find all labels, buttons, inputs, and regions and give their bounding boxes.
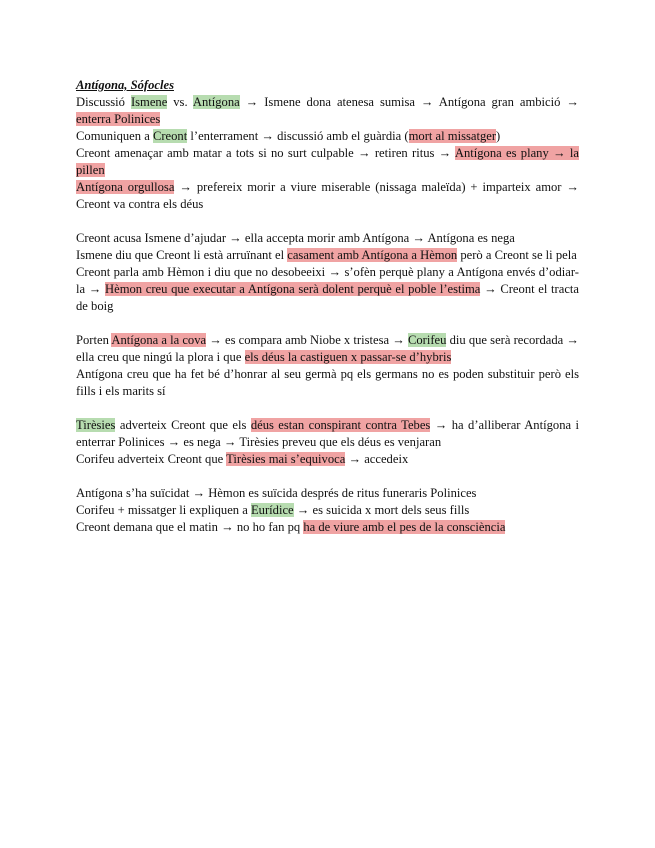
text-segment: ) [496, 129, 501, 143]
text-segment: Corifeu adverteix Creont que [76, 452, 227, 466]
text-segment: Creont acusa Ismene d’ajudar → ella accepta morir amb Antígona → Antígona es nega [76, 231, 515, 245]
text-segment: → es compara amb Niobe x tristesa → [206, 333, 408, 347]
highlight-red: casament amb Antígona a Hèmon [287, 248, 458, 262]
highlight-green: Eurídice [250, 503, 294, 517]
note-line [76, 264, 579, 315]
paragraph-gap [76, 468, 579, 485]
note-line [76, 179, 579, 213]
document-title [76, 77, 579, 94]
text-segment: Antígona s’ha suïcidat → Hèmon es suïcida després de ritus funeraris Polinices [76, 486, 477, 500]
note-line [76, 230, 579, 247]
highlight-red: Antígona a la cova [111, 333, 207, 347]
highlight-red: Hèmon creu que executar a Antígona serà dolent perquè el poble l’estima [105, 282, 481, 296]
highlight-red: Tirèsies mai s’equivoca [226, 452, 346, 466]
text-segment: Creont parla amb Hèmon i diu que no desobeeixi → s’ofèn perquè plany a Antígona envés d’odiar-la → [76, 265, 579, 296]
highlight-green: Corifeu [407, 333, 447, 347]
note-line [76, 451, 579, 468]
text-segment: Creont amenaçar amb matar a tots si no surt culpable → retiren ritus → [76, 146, 455, 160]
text-segment: Creont demana que el matin → no ho fan pq [76, 520, 304, 534]
text-segment: diu que serà recordada → ella creu que ningú la plora i que [76, 333, 579, 364]
note-line [76, 247, 579, 264]
text-segment: Discussió [76, 95, 131, 109]
notes-content [76, 94, 579, 536]
note-line [76, 94, 579, 128]
highlight-red: Antígona es plany → la pillen [76, 146, 579, 177]
text-segment: → es suicida x mort dels seus fills [293, 503, 470, 517]
text-segment: adverteix Creont que els [115, 418, 251, 432]
paragraph-gap [76, 400, 579, 417]
note-line [76, 332, 579, 366]
paragraph-gap [76, 315, 579, 332]
highlight-green: Creont [152, 129, 188, 143]
text-segment: però a Creont se li pela [457, 248, 577, 262]
text-segment: l’enterrament → discussió amb el guàrdia ( [187, 129, 409, 143]
paragraph-gap [76, 213, 579, 230]
text-segment: vs. [167, 95, 193, 109]
note-line [76, 519, 579, 536]
highlight-red: Antígona orgullosa [76, 180, 175, 194]
text-segment: Porten [76, 333, 112, 347]
text-segment: Corifeu + missatger li expliquen a [76, 503, 251, 517]
highlight-green: Ismene [130, 95, 168, 109]
text-segment: → accedeix [345, 452, 409, 466]
note-line [76, 366, 579, 400]
title-text: Antígona, Sófocles [76, 78, 174, 92]
highlight-green: Tirèsies [76, 418, 116, 432]
note-line [76, 145, 579, 179]
note-line [76, 485, 579, 502]
text-segment: → Ismene dona atenesa sumisa → Antígona gran ambició → [239, 95, 579, 109]
text-segment: → ha d’alliberar Antígona i enterrar Polinices → es nega → Tirèsies preveu que els déus es venjaran [76, 418, 579, 449]
note-line [76, 417, 579, 451]
note-line [76, 502, 579, 519]
highlight-red: enterra Polinices [76, 112, 161, 126]
text-segment: Antígona creu que ha fet bé d’honrar al seu germà pq els germans no es poden substituir però els fills i els marits sí [76, 367, 579, 398]
highlight-red: ha de viure amb el pes de la consciència [303, 520, 506, 534]
highlight-green: Antígona [192, 95, 240, 109]
highlight-red: déus estan conspirant contra Tebes [250, 418, 431, 432]
highlight-red: els déus la castiguen x passar-se d’hybris [244, 350, 452, 364]
text-segment: Ismene diu que Creont li està arruïnant el [76, 248, 288, 262]
text-segment: → Creont el tracta de boig [76, 282, 580, 313]
document-body [76, 77, 579, 536]
text-segment: → prefereix morir a viure miserable (nissaga maleïda) + imparteix amor → Creont va contra els déus [76, 180, 579, 211]
highlight-red: mort al missatger [408, 129, 497, 143]
note-line [76, 128, 579, 145]
text-segment: Comuniquen a [76, 129, 153, 143]
